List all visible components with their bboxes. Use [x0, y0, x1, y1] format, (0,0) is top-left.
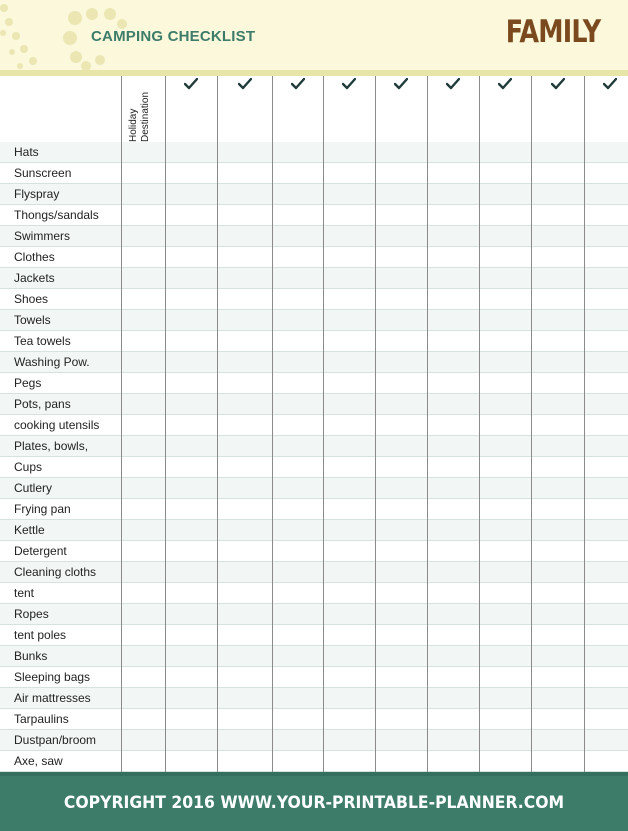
checklist-row [0, 688, 628, 709]
checklist-item-label: Tarpaulins [14, 712, 69, 726]
checklist-item-label: Tea towels [14, 334, 71, 348]
checkmark-icon [291, 78, 305, 90]
checklist-row [0, 205, 628, 226]
checkmark-icon [238, 78, 252, 90]
checklist-row [0, 478, 628, 499]
checklist-item-label: cooking utensils [14, 418, 100, 432]
column-divider [375, 76, 376, 772]
checklist-row [0, 625, 628, 646]
copyright-text: COPYRIGHT 2016 WWW.YOUR-PRINTABLE-PLANNER.COM [63, 793, 565, 813]
footer-edge [0, 772, 628, 776]
checklist-item-label: Detergent [14, 544, 67, 558]
column-divider [121, 76, 122, 772]
column-divider [479, 76, 480, 772]
checklist-row [0, 310, 628, 331]
checkmark-icon [551, 78, 565, 90]
checklist-item-label: Cleaning cloths [14, 565, 97, 579]
checklist-item-label: Sunscreen [14, 166, 72, 180]
checklist-item-label: Pegs [14, 376, 42, 390]
checklist-row [0, 289, 628, 310]
checklist-row [0, 604, 628, 625]
checklist-row [0, 499, 628, 520]
column-divider [584, 76, 585, 772]
family-label: FAMILY [505, 14, 600, 50]
checkmark-icon [446, 78, 460, 90]
checklist-item-label: Clothes [14, 250, 55, 264]
checklist-row [0, 226, 628, 247]
checklist-row [0, 520, 628, 541]
checklist-item-label: Towels [14, 313, 51, 327]
column-divider [531, 76, 532, 772]
checklist-row [0, 163, 628, 184]
checklist-item-label: Bunks [14, 649, 48, 663]
holiday-destination-header: Holiday Destination [128, 91, 151, 142]
checklist-grid [0, 76, 628, 772]
checkmark-icon [342, 78, 356, 90]
column-divider [165, 76, 166, 772]
checklist-row [0, 373, 628, 394]
checklist-item-label: Dustpan/broom [14, 733, 97, 747]
checkmark-icon [603, 78, 617, 90]
checklist-item-label: Sleeping bags [14, 670, 91, 684]
checklist-row [0, 667, 628, 688]
column-divider [427, 76, 428, 772]
checklist-item-label: Pots, pans [14, 397, 71, 411]
column-divider [323, 76, 324, 772]
checklist-item-label: Air mattresses [14, 691, 91, 705]
checklist-item-label: tent [14, 586, 35, 600]
checklist-row [0, 751, 628, 772]
checklist-row [0, 394, 628, 415]
checklist-row [0, 730, 628, 751]
page-title: CAMPING CHECKLIST [91, 28, 256, 45]
checklist-row [0, 646, 628, 667]
checklist-item-label: Ropes [14, 607, 49, 621]
checklist-row [0, 709, 628, 730]
checklist-row [0, 247, 628, 268]
checklist-item-label: Frying pan [14, 502, 71, 516]
checklist-row [0, 541, 628, 562]
checklist-item-label: Swimmers [14, 229, 70, 243]
checklist-row [0, 562, 628, 583]
checklist-item-label: Flyspray [14, 187, 60, 201]
checklist-item-label: Cups [14, 460, 43, 474]
checkmark-icon [498, 78, 512, 90]
checklist-row [0, 415, 628, 436]
checklist-row [0, 268, 628, 289]
checklist-item-label: Kettle [14, 523, 45, 537]
checklist-row [0, 583, 628, 604]
checkmark-icon [184, 78, 198, 90]
checklist-row [0, 142, 628, 163]
checklist-row [0, 352, 628, 373]
checklist-row [0, 184, 628, 205]
checklist-item-label: Jackets [14, 271, 55, 285]
checklist-item-label: Hats [14, 145, 39, 159]
column-divider [272, 76, 273, 772]
checklist-item-label: Axe, saw [14, 754, 63, 768]
checklist-row [0, 436, 628, 457]
checklist-row [0, 331, 628, 352]
checklist-item-label: Cutlery [14, 481, 53, 495]
checklist-item-label: Washing Pow. [14, 355, 90, 369]
column-divider [217, 76, 218, 772]
checklist-item-label: Thongs/sandals [14, 208, 99, 222]
checklist-row [0, 457, 628, 478]
checkmark-icon [394, 78, 408, 90]
checklist-item-label: tent poles [14, 628, 67, 642]
checklist-item-label: Plates, bowls, [14, 439, 89, 453]
checklist-item-label: Shoes [14, 292, 49, 306]
header-banner [0, 0, 628, 70]
